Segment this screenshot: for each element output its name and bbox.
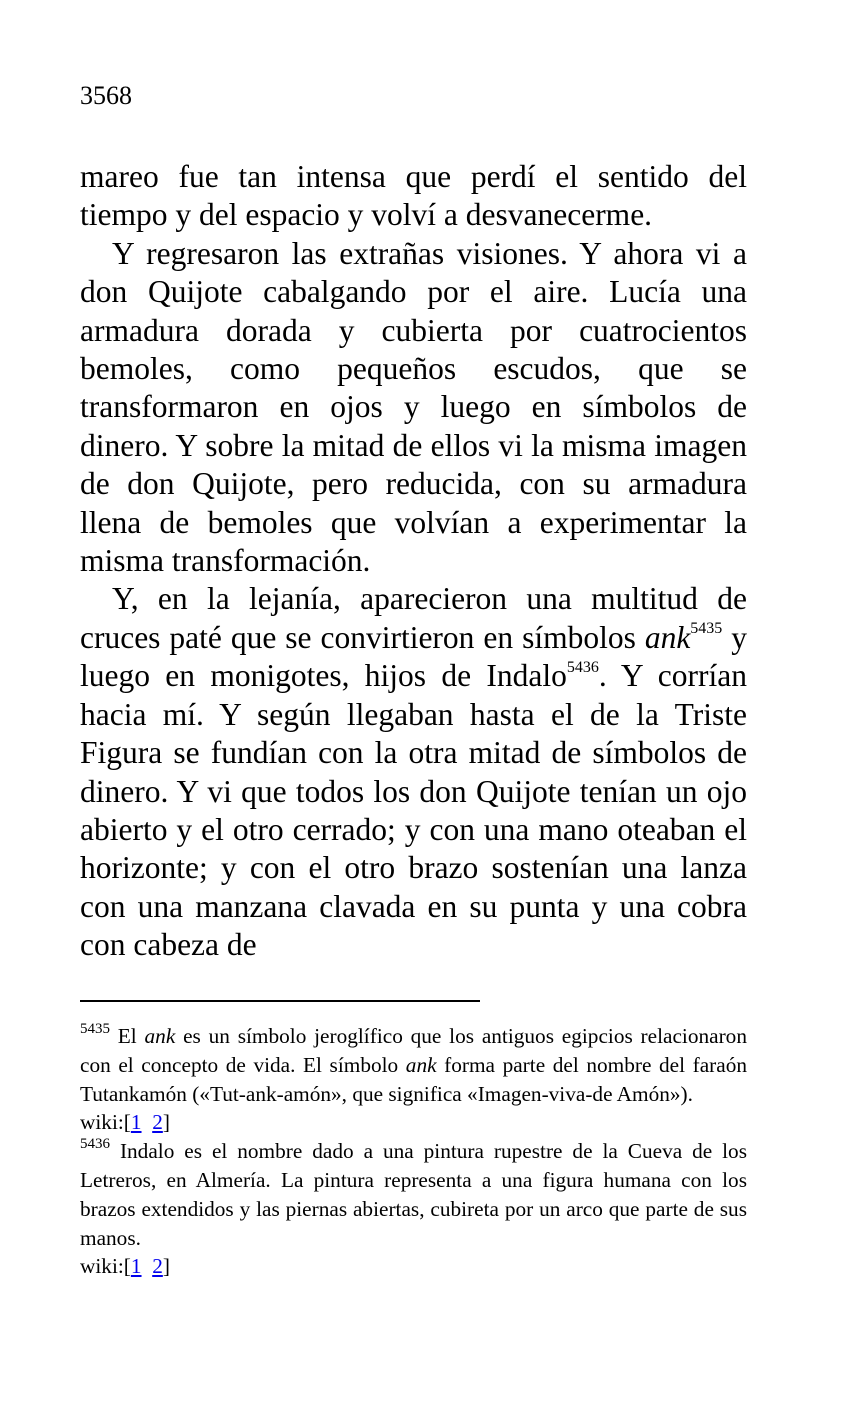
paragraph-3-start: Y, en la lejanía, aparecieron una multitud de cruces paté que se convirtieron en símbolos — [80, 581, 747, 655]
wiki-links — [80, 1108, 747, 1137]
footnote-number: 5436 — [80, 1136, 110, 1153]
page-number: 3568 — [80, 81, 132, 110]
footnote-ref-5435[interactable]: 5435 — [690, 620, 723, 638]
footnote-text: forma parte del nombre del faraón Tutankamón («Tut-ank-amón», que significa «Imagen-viva-de Amón»). — [80, 1052, 747, 1106]
footnotes — [80, 1022, 747, 1281]
wiki-link-2[interactable]: 2 — [152, 1110, 163, 1135]
footnote-5436 — [80, 1137, 747, 1252]
ank-term: ank — [644, 619, 691, 655]
footnote-text: Indalo es el nombre dado a una pintura rupestre de la Cueva de los Letreros, en Almería. La pintura representa a una figura humana con los brazos extendidos y las piernas abiertas, cubireta por un arco que parte de sus manos. — [80, 1139, 747, 1250]
wiki-prefix: wiki:[ — [80, 1254, 131, 1279]
wiki-links — [80, 1252, 747, 1281]
wiki-suffix: ] — [162, 1254, 170, 1279]
paragraph-3-middle: y luego en monigotes, hijos de Indalo — [80, 619, 748, 694]
paragraph-2: Y regresaron las extrañas visiones. Y ahora vi a don Quijote cabalgando por el aire. Lucía una armadura dorada y cubierta por cuatrocientos bemoles, como pequeños escudos, que se transformaron en ojos y luego en símbolos de dinero. Y sobre la mitad de ellos vi la misma imagen de don Quijote, pero reducida, con su armadura llena de bemoles que volvían a experimentar la misma transformación. — [80, 235, 747, 579]
paragraph-3 — [80, 580, 747, 964]
wiki-link-2[interactable]: 2 — [152, 1254, 163, 1279]
footnote-number: 5435 — [80, 1020, 110, 1037]
body-text — [80, 158, 747, 965]
wiki-suffix: ] — [162, 1110, 170, 1135]
wiki-prefix: wiki:[ — [80, 1110, 131, 1135]
footnote-divider — [80, 1000, 480, 1002]
footnote-text: El — [117, 1024, 137, 1048]
footnote-italic-term: ank — [405, 1052, 437, 1077]
footnote-5435 — [80, 1022, 747, 1108]
wiki-link-1[interactable]: 1 — [130, 1254, 142, 1279]
paragraph-1: mareo fue tan intensa que perdí el sentido del tiempo y del espacio y volví a desvanecerme. — [80, 159, 747, 233]
footnote-text: es un símbolo jeroglífico que los antiguos egipcios relacionaron con el concepto de vida. El símbolo — [80, 1024, 747, 1077]
footnote-italic-term: ank — [144, 1024, 176, 1048]
paragraph-3-end: . Y corrían hacia mí. Y según llegaban hasta el de la Triste Figura se fundían con la otra mitad de símbolos de dinero. Y vi que todos los don Quijote tenían un ojo abierto y el otro cerrado; y con una mano oteaban el horizonte; y con el otro brazo sostenían una lanza con una manzana clavada en su punta y una cobra con cabeza de — [80, 658, 747, 963]
footnote-ref-5436[interactable]: 5436 — [566, 658, 599, 676]
wiki-link-1[interactable]: 1 — [130, 1110, 142, 1135]
